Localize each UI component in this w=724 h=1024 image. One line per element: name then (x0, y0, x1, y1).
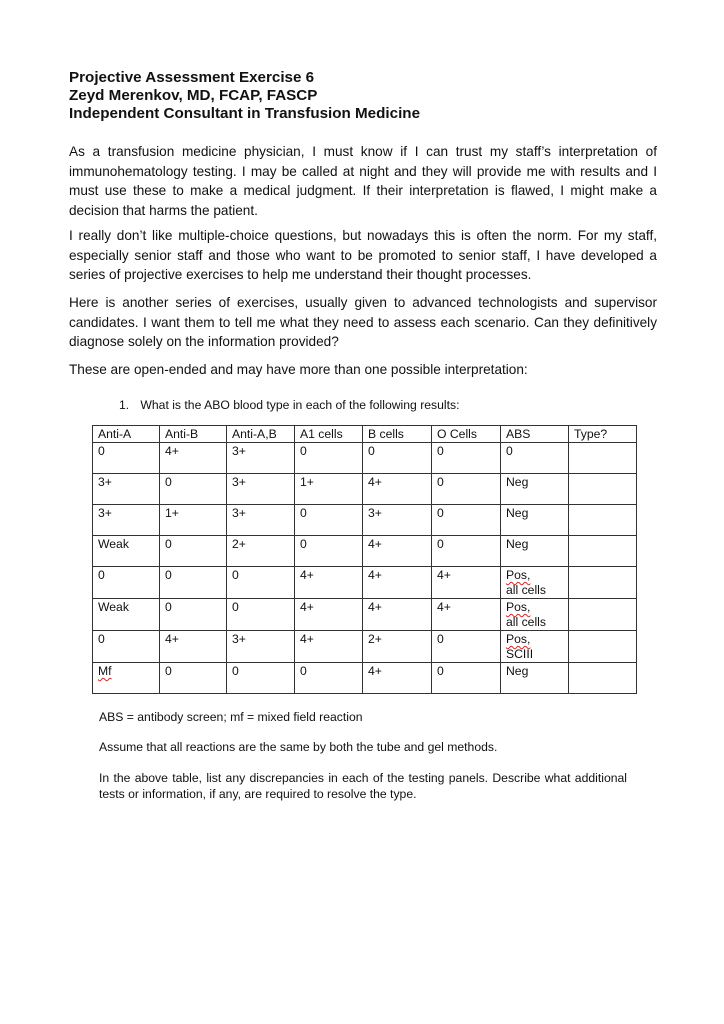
cell-anti-ab (227, 505, 295, 536)
header-o-cells: O Cells (432, 426, 501, 443)
cell-text: 3+ (232, 475, 246, 489)
cell-anti-b (160, 505, 227, 536)
table-row (93, 443, 637, 474)
audience-paragraph: Here is another series of exercises, usually given to advanced technologists and supervisor candidates. I want them to tell me what they need to assess each scenario. Can they definitively diagnose solely on the information provided? (69, 295, 657, 349)
cell-text: Neg (506, 664, 529, 678)
cell-anti-b (160, 474, 227, 505)
cell-anti-ab (227, 663, 295, 694)
cell-text: 0 (437, 537, 444, 551)
abo-results-table (92, 425, 637, 694)
cell-text: 4+ (368, 600, 382, 614)
cell-text: 4+ (300, 632, 314, 646)
cell-anti-b (160, 663, 227, 694)
cell-o-cells (432, 567, 501, 599)
header-type: Type? (569, 426, 637, 443)
method-assumption-note: Assume that all reactions are the same by both the tube and gel methods. (99, 740, 498, 754)
cell-text: 4+ (300, 600, 314, 614)
header-anti-b: Anti-B (160, 426, 227, 443)
cell-text: Weak (98, 537, 129, 551)
cell-text: 4+ (165, 632, 179, 646)
cell-a1-cells (295, 443, 363, 474)
cell-o-cells (432, 505, 501, 536)
instructions-paragraph: These are open-ended and may have more than one possible interpretation: (69, 362, 528, 377)
table-row (93, 536, 637, 567)
cell-o-cells (432, 443, 501, 474)
abbreviation-note: ABS = antibody screen; mf = mixed field reaction (99, 710, 363, 724)
cell-text: 0 (232, 568, 239, 582)
table-row (93, 631, 637, 663)
cell-text-line: SCIII (506, 647, 534, 661)
intro-paragraph: As a transfusion medicine physician, I must know if I can trust my staff’s interpretation of immunohematology testing. I may be called at night and they will provide me with results and I must use these to make a medical judgment. If their interpretation is flawed, I might make a decision that harms the patient. (69, 144, 657, 218)
cell-text: 0 (368, 444, 375, 458)
cell-text: 1+ (300, 475, 314, 489)
cell-anti-b (160, 536, 227, 567)
table-row (93, 474, 637, 505)
cell-anti-ab (227, 631, 295, 663)
cell-type[interactable] (569, 505, 637, 536)
cell-text: Neg (506, 475, 529, 489)
cell-text-line: Pos, (506, 632, 531, 646)
cell-b-cells (363, 599, 432, 631)
table-header-row (93, 426, 637, 443)
cell-o-cells (432, 474, 501, 505)
cell-text: 3+ (232, 632, 246, 646)
cell-anti-b (160, 631, 227, 663)
cell-text: 2+ (368, 632, 382, 646)
cell-o-cells (432, 663, 501, 694)
cell-text: 0 (165, 568, 172, 582)
cell-text: 2+ (232, 537, 246, 551)
cell-text: 1+ (165, 506, 179, 520)
cell-b-cells (363, 567, 432, 599)
cell-text: 4+ (437, 568, 451, 582)
task-instructions-note: In the above table, list any discrepancies in each of the testing panels. Describe what additional tests or information, if any, are required to resolve the type. (99, 771, 627, 801)
cell-text: 0 (300, 537, 307, 551)
cell-type[interactable] (569, 599, 637, 631)
cell-anti-ab (227, 599, 295, 631)
cell-a1-cells (295, 599, 363, 631)
cell-anti-ab (227, 443, 295, 474)
cell-text: 0 (506, 444, 513, 458)
header-abs: ABS (501, 426, 569, 443)
cell-text: 0 (300, 506, 307, 520)
cell-anti-ab (227, 474, 295, 505)
cell-o-cells (432, 536, 501, 567)
cell-anti-b (160, 443, 227, 474)
cell-text: 0 (300, 444, 307, 458)
cell-type[interactable] (569, 474, 637, 505)
cell-o-cells (432, 631, 501, 663)
table-row (93, 663, 637, 694)
cell-o-cells (432, 599, 501, 631)
cell-anti-ab (227, 536, 295, 567)
cell-text-line: all cells (506, 615, 546, 629)
cell-text: 0 (232, 664, 239, 678)
cell-text: Mf (98, 664, 112, 678)
cell-text: 4+ (437, 600, 451, 614)
cell-b-cells (363, 474, 432, 505)
cell-a1-cells (295, 474, 363, 505)
cell-text: 3+ (232, 444, 246, 458)
cell-text-line: Pos, (506, 600, 531, 614)
question-number: 1. (119, 398, 130, 412)
question-text: What is the ABO blood type in each of the following results: (140, 398, 460, 412)
cell-text: 4+ (368, 664, 382, 678)
cell-text: 3+ (232, 506, 246, 520)
cell-text: 0 (165, 600, 172, 614)
cell-type[interactable] (569, 443, 637, 474)
cell-anti-a (93, 599, 160, 631)
cell-text-line: all cells (506, 583, 546, 597)
cell-text: 0 (98, 632, 105, 646)
cell-text: 0 (437, 444, 444, 458)
header-b-cells: B cells (363, 426, 432, 443)
cell-anti-a (93, 567, 160, 599)
cell-abs (501, 567, 569, 599)
cell-text: 0 (98, 444, 105, 458)
cell-text: 3+ (368, 506, 382, 520)
cell-text: 4+ (300, 568, 314, 582)
header-a1-cells: A1 cells (295, 426, 363, 443)
cell-abs (501, 631, 569, 663)
cell-type[interactable] (569, 663, 637, 694)
cell-abs (501, 536, 569, 567)
cell-anti-b (160, 567, 227, 599)
question-1 (119, 397, 459, 413)
cell-text: 3+ (98, 475, 112, 489)
cell-b-cells (363, 505, 432, 536)
cell-b-cells (363, 536, 432, 567)
author-line: Zeyd Merenkov, MD, FCAP, FASCP (69, 87, 318, 104)
title-block (69, 69, 669, 123)
document-title: Projective Assessment Exercise 6 (69, 69, 315, 86)
cell-a1-cells (295, 663, 363, 694)
cell-text: 0 (437, 632, 444, 646)
cell-a1-cells (295, 631, 363, 663)
cell-text: 0 (165, 475, 172, 489)
cell-type[interactable] (569, 536, 637, 567)
cell-anti-b (160, 599, 227, 631)
cell-text: 0 (98, 568, 105, 582)
cell-text: 0 (437, 664, 444, 678)
cell-abs (501, 663, 569, 694)
header-anti-ab: Anti-A,B (227, 426, 295, 443)
cell-abs (501, 505, 569, 536)
cell-a1-cells (295, 536, 363, 567)
cell-abs (501, 599, 569, 631)
cell-text: 0 (300, 664, 307, 678)
cell-anti-a (93, 474, 160, 505)
cell-text: Neg (506, 506, 529, 520)
cell-text: Weak (98, 600, 129, 614)
rationale-paragraph: I really don’t like multiple-choice questions, but nowadays this is often the norm. For my staff, especially senior staff and those who want to be promoted to senior staff, I have developed a series of projective exercises to help me understand their thought processes. (69, 228, 657, 282)
cell-anti-ab (227, 567, 295, 599)
cell-b-cells (363, 443, 432, 474)
cell-abs (501, 443, 569, 474)
cell-text: 3+ (98, 506, 112, 520)
cell-type[interactable] (569, 631, 637, 663)
cell-type[interactable] (569, 567, 637, 599)
cell-b-cells (363, 631, 432, 663)
cell-text: 0 (232, 600, 239, 614)
cell-abs (501, 474, 569, 505)
cell-anti-a (93, 663, 160, 694)
cell-a1-cells (295, 505, 363, 536)
cell-text: 0 (437, 506, 444, 520)
cell-text: Neg (506, 537, 529, 551)
cell-text: 0 (165, 537, 172, 551)
cell-anti-a (93, 536, 160, 567)
cell-text: 0 (165, 664, 172, 678)
cell-text: 4+ (368, 537, 382, 551)
table-row (93, 599, 637, 631)
table-row (93, 505, 637, 536)
cell-text: 4+ (368, 475, 382, 489)
table-row (93, 567, 637, 599)
cell-text-line: Pos, (506, 568, 531, 582)
affiliation-line: Independent Consultant in Transfusion Medicine (69, 105, 421, 122)
cell-anti-a (93, 505, 160, 536)
cell-a1-cells (295, 567, 363, 599)
cell-text: 0 (437, 475, 444, 489)
cell-anti-a (93, 443, 160, 474)
cell-text: 4+ (165, 444, 179, 458)
cell-text: 4+ (368, 568, 382, 582)
cell-anti-a (93, 631, 160, 663)
header-anti-a: Anti-A (93, 426, 160, 443)
cell-b-cells (363, 663, 432, 694)
